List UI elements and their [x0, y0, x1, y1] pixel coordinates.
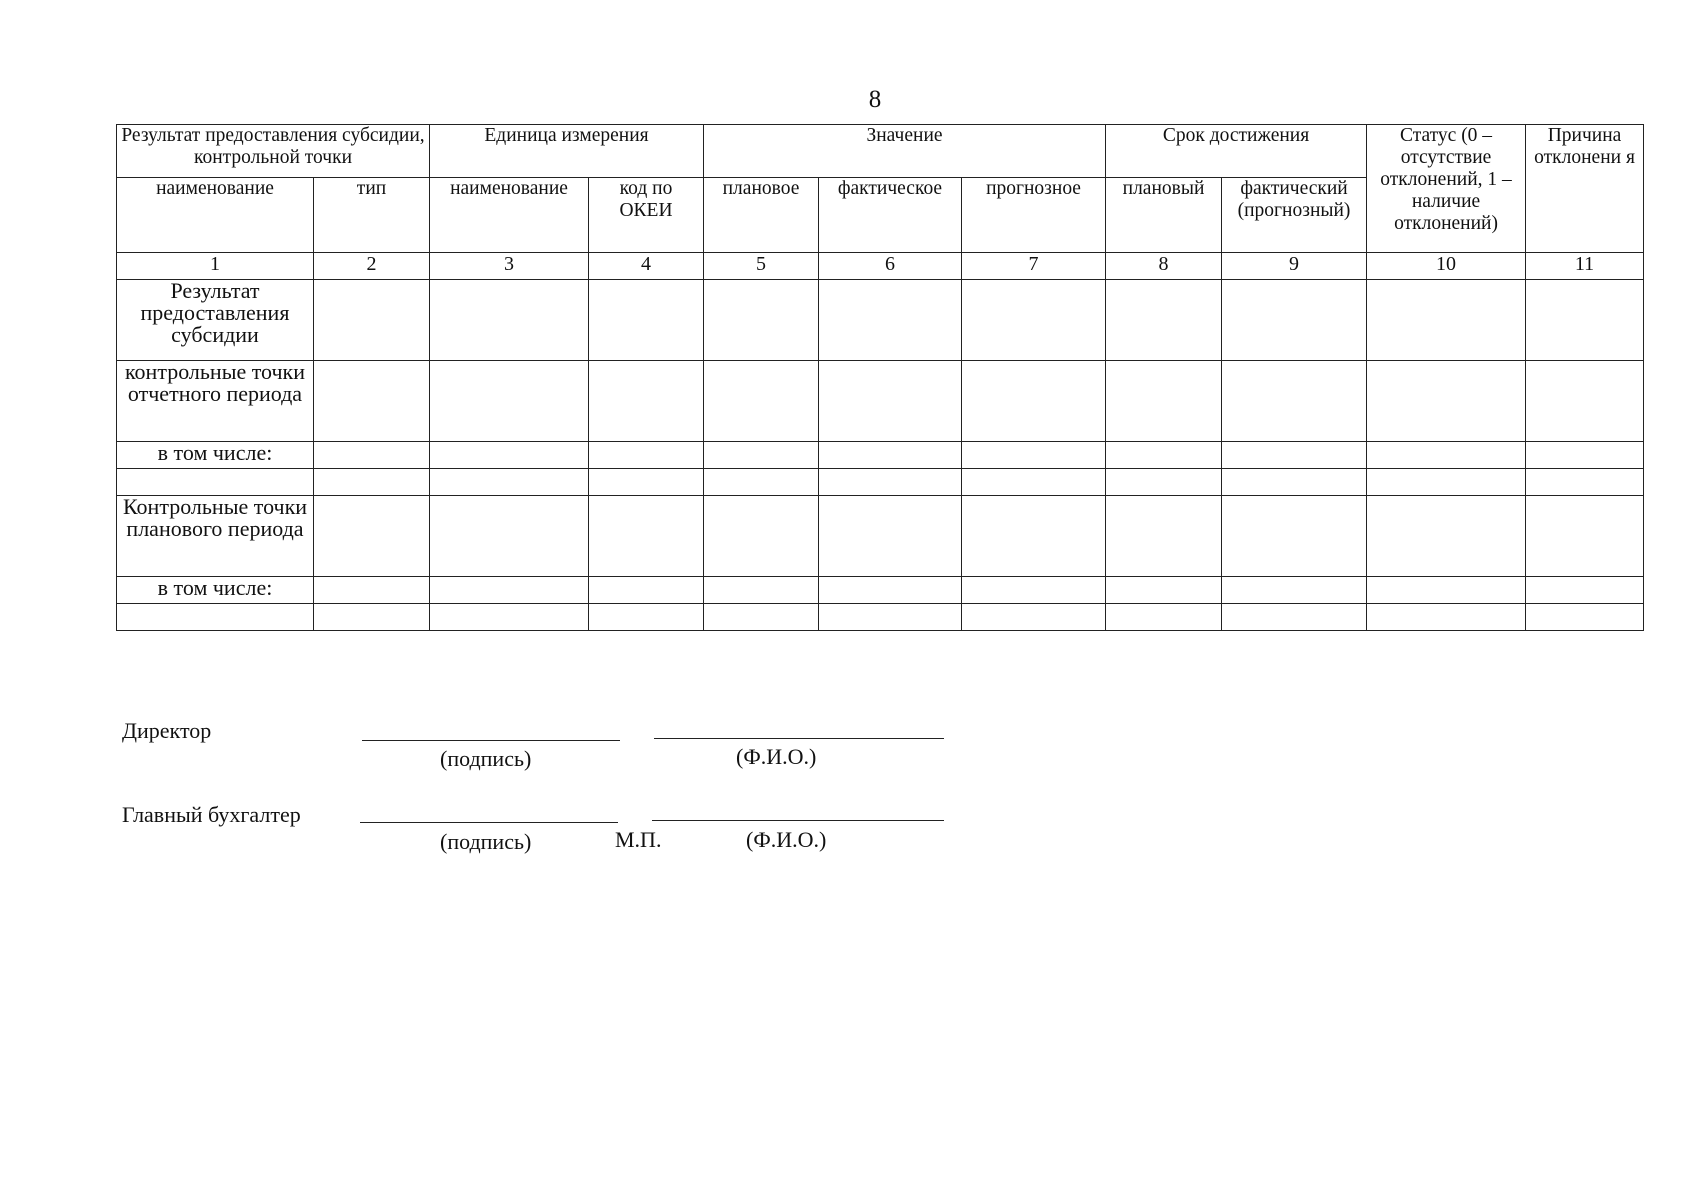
table-cell	[1222, 361, 1367, 442]
subheader-type: тип	[314, 178, 430, 253]
table-cell	[589, 361, 704, 442]
director-signature-caption: (подпись)	[440, 746, 532, 771]
table-cell	[1222, 604, 1367, 631]
chief-accountant-signature-line[interactable]	[360, 822, 618, 823]
table-row	[117, 280, 1644, 361]
table-cell	[430, 577, 589, 604]
chief-accountant-name-line[interactable]	[652, 820, 944, 821]
column-number: 1	[117, 253, 314, 280]
subheader-actual-deadline: фактический (прогнозный)	[1222, 178, 1367, 253]
table-cell	[1526, 604, 1644, 631]
table-cell	[1367, 361, 1526, 442]
table-cell	[1222, 577, 1367, 604]
table-cell	[430, 469, 589, 496]
column-number: 6	[819, 253, 962, 280]
chief-accountant-name-caption: (Ф.И.О.)	[746, 827, 827, 852]
table-cell	[314, 469, 430, 496]
row-label	[117, 604, 314, 631]
table-cell	[1106, 604, 1222, 631]
row-label: в том числе:	[117, 442, 314, 469]
table-cell	[819, 577, 962, 604]
subheader-forecast-value: прогнозное	[962, 178, 1106, 253]
row-label: Контрольные точки планового периода	[117, 496, 314, 577]
header-unit: Единица измерения	[430, 125, 704, 178]
table-cell	[1106, 469, 1222, 496]
table-cell	[589, 442, 704, 469]
table-cell	[1367, 469, 1526, 496]
column-number: 9	[1222, 253, 1367, 280]
table-cell	[704, 469, 819, 496]
header-status: Статус (0 – отсутствие отклонений, 1 – наличие отклонений)	[1367, 125, 1526, 253]
director-name-line[interactable]	[654, 738, 944, 739]
table-cell	[704, 442, 819, 469]
row-label	[117, 469, 314, 496]
table-cell	[589, 469, 704, 496]
subheader-name: наименование	[117, 178, 314, 253]
table-cell	[430, 604, 589, 631]
director-name-caption: (Ф.И.О.)	[736, 744, 817, 769]
table-cell	[430, 442, 589, 469]
table-cell	[589, 496, 704, 577]
table-cell	[1222, 442, 1367, 469]
table-cell	[1222, 280, 1367, 361]
table-cell	[704, 604, 819, 631]
table-cell	[962, 469, 1106, 496]
column-number: 4	[589, 253, 704, 280]
table-cell	[1526, 280, 1644, 361]
table-cell	[1106, 361, 1222, 442]
table-cell	[704, 496, 819, 577]
table-cell	[1106, 442, 1222, 469]
table-cell	[1222, 496, 1367, 577]
header-result: Результат предоставления субсидии, контрольной точки	[117, 125, 430, 178]
table-cell	[314, 361, 430, 442]
table-cell	[819, 442, 962, 469]
table-cell	[430, 496, 589, 577]
report-table	[116, 124, 1644, 631]
director-signature-line[interactable]	[362, 740, 620, 741]
table-cell	[314, 496, 430, 577]
chief-accountant-signature-caption: (подпись)	[440, 829, 532, 854]
column-number: 7	[962, 253, 1106, 280]
table-cell	[1526, 496, 1644, 577]
table-cell	[589, 577, 704, 604]
table-cell	[1526, 442, 1644, 469]
table-row	[117, 442, 1644, 469]
table-cell	[314, 280, 430, 361]
table-cell	[314, 442, 430, 469]
table-cell	[819, 604, 962, 631]
table-cell	[819, 280, 962, 361]
table-cell	[1222, 469, 1367, 496]
table-row	[117, 604, 1644, 631]
column-number: 11	[1526, 253, 1644, 280]
table-cell	[1367, 280, 1526, 361]
table-cell	[430, 280, 589, 361]
director-title: Директор	[122, 718, 212, 743]
table-cell	[1526, 577, 1644, 604]
column-number: 2	[314, 253, 430, 280]
table-cell	[430, 361, 589, 442]
subheader-unit-name: наименование	[430, 178, 589, 253]
header-value: Значение	[704, 125, 1106, 178]
column-number: 5	[704, 253, 819, 280]
table-cell	[589, 280, 704, 361]
table-cell	[1106, 496, 1222, 577]
column-number: 10	[1367, 253, 1526, 280]
table-cell	[1367, 442, 1526, 469]
table-cell	[1367, 496, 1526, 577]
table-cell	[1106, 280, 1222, 361]
column-number-row	[117, 253, 1644, 280]
header-deadline: Срок достижения	[1106, 125, 1367, 178]
table-cell	[962, 280, 1106, 361]
table-cell	[589, 604, 704, 631]
table-cell	[962, 604, 1106, 631]
chief-accountant-title: Главный бухгалтер	[122, 802, 301, 827]
table-cell	[962, 361, 1106, 442]
subheader-okei-code: код по ОКЕИ	[589, 178, 704, 253]
header-reason: Причина отклонени я	[1526, 125, 1644, 253]
row-label: контрольные точки отчетного периода	[117, 361, 314, 442]
table-cell	[962, 496, 1106, 577]
table-cell	[819, 496, 962, 577]
table-cell	[819, 361, 962, 442]
table-cell	[1526, 361, 1644, 442]
table-row	[117, 469, 1644, 496]
table-row	[117, 496, 1644, 577]
table-row	[117, 361, 1644, 442]
subheader-planned-deadline: плановый	[1106, 178, 1222, 253]
subheader-planned-value: плановое	[704, 178, 819, 253]
table-cell	[314, 604, 430, 631]
column-number: 3	[430, 253, 589, 280]
column-number: 8	[1106, 253, 1222, 280]
table-cell	[1526, 469, 1644, 496]
table-cell	[1367, 604, 1526, 631]
table-cell	[704, 280, 819, 361]
row-label: в том числе:	[117, 577, 314, 604]
table-cell	[1367, 577, 1526, 604]
subheader-actual-value: фактическое	[819, 178, 962, 253]
table-cell	[1106, 577, 1222, 604]
table-cell	[314, 577, 430, 604]
table-cell	[962, 577, 1106, 604]
table-cell	[962, 442, 1106, 469]
table-row	[117, 577, 1644, 604]
table-cell	[704, 361, 819, 442]
table-cell	[819, 469, 962, 496]
table-cell	[704, 577, 819, 604]
page-number: 8	[868, 86, 882, 113]
row-label: Результат предоставления субсидии	[117, 280, 314, 361]
stamp-place-label: М.П.	[615, 827, 662, 852]
